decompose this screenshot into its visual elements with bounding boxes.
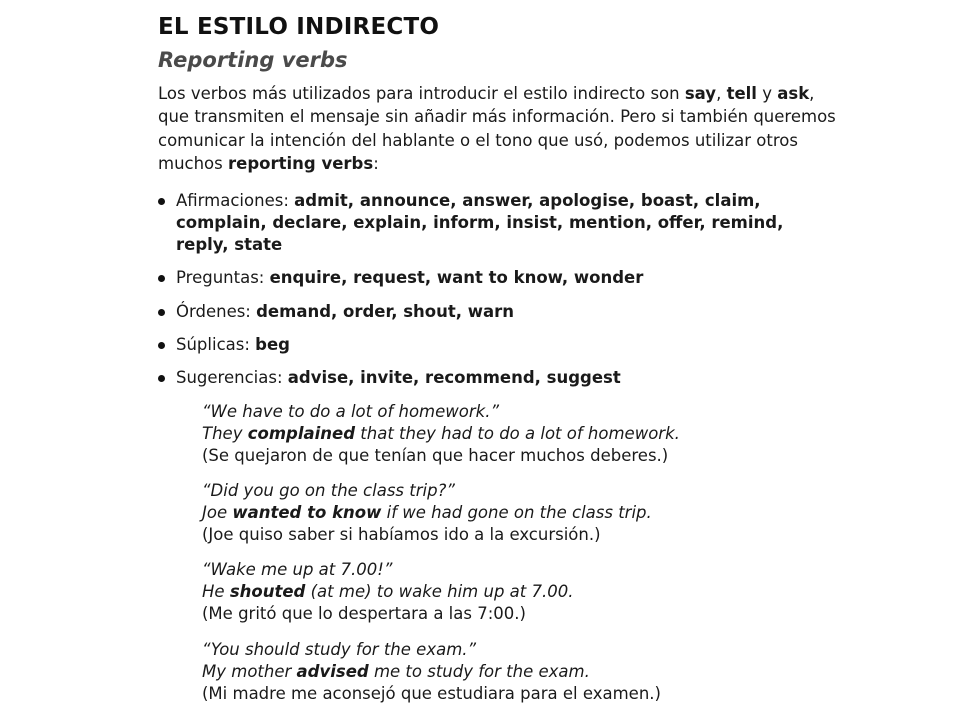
category-verbs: beg: [255, 335, 290, 355]
example-quote: “You should study for the exam.”: [202, 639, 477, 659]
example-item: [202, 480, 929, 546]
example-reported-post: me to study for the exam.: [368, 661, 590, 681]
intro-text-3: y: [756, 84, 778, 103]
list-item: [158, 190, 836, 257]
bullet-dot-icon: [158, 275, 165, 282]
example-reported: [202, 423, 929, 445]
example-reported-pre: My mother: [202, 661, 297, 681]
list-item: [158, 334, 836, 356]
list-item: [158, 301, 836, 323]
list-item: [158, 367, 836, 389]
example-item: [202, 639, 929, 705]
category-label: Preguntas:: [176, 268, 270, 288]
category-label: Afirmaciones:: [176, 190, 295, 210]
example-reported-pre: They: [202, 423, 248, 443]
intro-text-4: , que transmiten el mensaje sin añadir más información. Pero si también queremos comunicar la intención del hablante o el tono que usó, podemos utilizar otros muchos: [158, 84, 836, 174]
example-reporting-verb: complained: [247, 423, 356, 443]
intro-text-2: ,: [716, 84, 727, 103]
example-translation: (Me gritó que lo despertara a las 7:00.): [202, 604, 526, 624]
example-reporting-verb: wanted to know: [232, 502, 382, 522]
example-translation: (Se quejaron de que tenían que hacer muchos deberes.): [202, 445, 669, 465]
examples-block: [158, 401, 929, 705]
verb-category-list: [158, 190, 929, 390]
example-reported: [202, 661, 929, 683]
list-item: [158, 267, 836, 289]
section-subtitle: Reporting verbs: [158, 48, 348, 72]
example-reported-post: that they had to do a lot of homework.: [355, 423, 680, 443]
example-reported-pre: He: [202, 582, 230, 602]
category-label: Sugerencias:: [176, 368, 288, 388]
category-verbs: admit, announce, answer, apologise, boast, claim, complain, declare, explain, inform, insist, mention, offer, remind, reply, state: [176, 190, 784, 255]
example-reporting-verb: advised: [296, 661, 369, 681]
intro-text-5: :: [373, 154, 379, 174]
bullet-dot-icon: [158, 309, 165, 316]
category-label: Órdenes:: [176, 301, 257, 321]
bullet-dot-icon: [158, 342, 165, 349]
category-verbs: enquire, request, want to know, wonder: [269, 268, 644, 288]
intro-term-reporting-verbs: reporting verbs: [228, 154, 374, 174]
example-reported-post: if we had gone on the class trip.: [381, 502, 652, 522]
intro-paragraph: [158, 82, 838, 176]
example-quote: “Wake me up at 7.00!”: [202, 560, 393, 580]
example-translation: (Joe quiso saber si habíamos ido a la excursión.): [202, 525, 601, 545]
bullet-dot-icon: [158, 198, 165, 205]
example-reported-pre: Joe: [202, 502, 233, 522]
category-label: Súplicas:: [176, 335, 256, 355]
intro-verb-say: say: [684, 84, 717, 103]
intro-verb-tell: tell: [726, 84, 757, 103]
example-item: [202, 559, 929, 625]
example-item: [202, 401, 929, 467]
example-quote: “We have to do a lot of homework.”: [202, 401, 500, 421]
intro-text-1: Los verbos más utilizados para introducir el estilo indirecto son: [158, 84, 685, 103]
example-quote: “Did you go on the class trip?”: [202, 480, 455, 500]
category-verbs: advise, invite, recommend, suggest: [287, 368, 621, 388]
example-reported: [202, 581, 929, 603]
example-reporting-verb: shouted: [229, 582, 306, 602]
bullet-dot-icon: [158, 375, 165, 382]
example-reported: [202, 502, 929, 524]
category-verbs: demand, order, shout, warn: [256, 301, 515, 321]
intro-verb-ask: ask: [777, 84, 810, 103]
example-translation: (Mi madre me aconsejó que estudiara para el examen.): [202, 683, 661, 703]
example-reported-post: (at me) to wake him up at 7.00.: [305, 582, 574, 602]
page-title: EL ESTILO INDIRECTO: [158, 14, 440, 40]
